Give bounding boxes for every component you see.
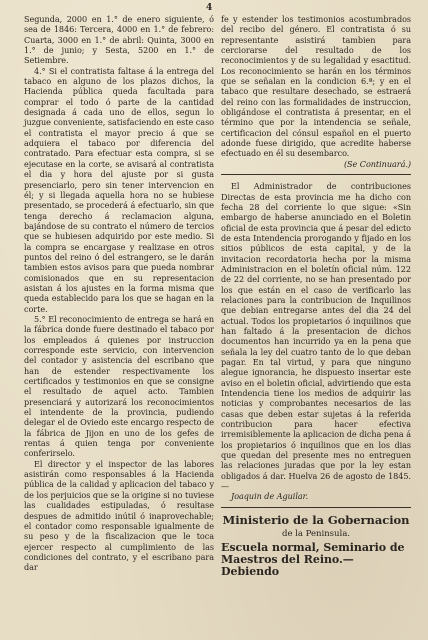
signature: Joaquin de Aguilar. <box>231 491 309 502</box>
continuation-paragraph: fe y estender los testimonios acostumbrados del recibo del género. El contratista ó su representante asistirá tambien para cerciorarse del resultado de los reconocimientos y de su legalidad y esactitud. Los reconocimiento se harán en los términos que se señalan en la condicion 6.ª; y en el tabaco que resultare desechado, se estraerá del reino con las formalidades de instruccion, obligándose el contratista á presentar, en el término que por la intendencia se señale, certificacion del cónsul español en el puerto adonde fuese dirigido, que acredite haberse efectuado en él su desembarco. <box>221 14 411 159</box>
page-number: 4 <box>206 3 213 13</box>
peninsula-subheading: de la Peninsula. <box>282 528 350 539</box>
right-column <box>221 14 411 578</box>
clause-4-paragraph: 4.° Si el contratista faltase á la entrega del tabaco en alguno de los plazos dichos, la Hacienda pública queda facultada para comprar el todo ó parte de la cantidad designada á cada uno de ellos, segun lo juzgue conveniente, satisfaciendo en este caso el contratista el mayor precio á que se adquiera el tabaco por diferencia del contratado. Para efectuar esta compra, si se ejecutase en la corte, se avisará al contratista el dia y hora del ajuste por si gusta presenciarlo, pero sin tener intervencion en él; y si llegada aquella hora no se hubiese presentado, se procederá á efectuarlo, sin que tenga derecho á reclamacion alguna, bajándose de su contrato el número de tercios que se hubiesen adquirido por este medio. Si la compra se encargase y realizase en otros puntos del reino ó del estrangero, se le darán tambien estos avisos para que pueda nombrar comisionados que en su representacion asistan á los ajustes en la forma misma que queda establecido para los que se hagan en la corte. <box>24 65 214 314</box>
tax-notice-paragraph: El Administrador de contribuciones Directas de esta provincia me ha dicho con fecha 28 del corriente lo que sigue: «Sin embargo de haberse anunciado en el Boletin oficial de esta provincia que á pesar del edicto de esta Intendencia prorogando y fijado en los sitios públicos de esta capital, y de la invitacion recordatoria hecha por la misma Administracion en el boletín oficial núm. 122 de 22 del corriente, no se han presentado por los que están en el caso de verificarlo las relaciones para la contribucion de Inquilinos que debian entregarse antes del dia 24 del actual. Todos los propietarios ó inquilinos que han faltado á la presentacion de dichos documentos han incurrido ya en la pena que señala la ley del cuatro tanto de lo que deban pagar. En tal virtud, y para que ninguno alegue ignorancia, he dispuesto insertar este aviso en el boletin oficial, advirtiendo que esta Intendencia tiene los medios de adquirir las noticias y comprobantes necesarios de las casas que deben estar sujetas á la referida contribucion para hacer efectiva irremisiblemente la aplicacion de dicha pena á los propietarios ó inquilinos que en los dias que quedan del presente mes no entreguen las relaciones juradas que por la ley estan obligados á dar. Huelva 26 de agosto de 1845.— <box>221 181 411 492</box>
section-divider-2 <box>221 507 411 508</box>
contract-installments-paragraph: Segunda, 2000 en 1.° de enero siguiente, ó sea de 1846: Tercera, 4000 en 1.° de febrero: Cuarta, 3000 en 1.° de abril: Quinta, 3000 en 1.° de junio; y Sesta, 5200 en 1.° de Setiembre. <box>24 14 214 66</box>
left-column <box>24 14 214 573</box>
school-heading: Escuela normal, Seminario de Maestros del Reino.—Debiendo <box>221 540 405 578</box>
clause-5-paragraph: 5.° El reconocimiento de entrega se hará en la fábrica donde fuere destinado el tabaco por los empleados á quienes por instruccion corresponde este servicio, con intervencion del contador y asistencia del escribano que han de estender respectivamente los certificados y testimonios en que se consigne el resultado de aquel acto. Tambien presenciará y autorizará los reconocimientos el intendente de la provincia, pudiendo delegar el de Oviedo este encargo respecto de la fábrica de Jijon en uno de los gefes de rentas á quien tenga por conveniente conferirselo. <box>24 313 214 459</box>
continued-note: (Se Continuará.) <box>343 158 411 169</box>
director-inspector-paragraph: El director y el inspector de las labores asistirán como responsables á la Hacienda pública de la calidad y aplicacion del tabaco y de los perjuicios que se la origine si no tuviese las cualidades estipuladas, ó resultase despues de admitido inútil ó inaprovechable; el contador como responsable igualmente de su peso y de la fiscalizacion que le toca ejercer respecto al cumplimiento de las condiciones del contrato, y el escribano para dar <box>24 458 214 573</box>
section-divider <box>221 174 411 175</box>
ministry-heading: Ministerio de la Gobernacion <box>222 512 410 527</box>
